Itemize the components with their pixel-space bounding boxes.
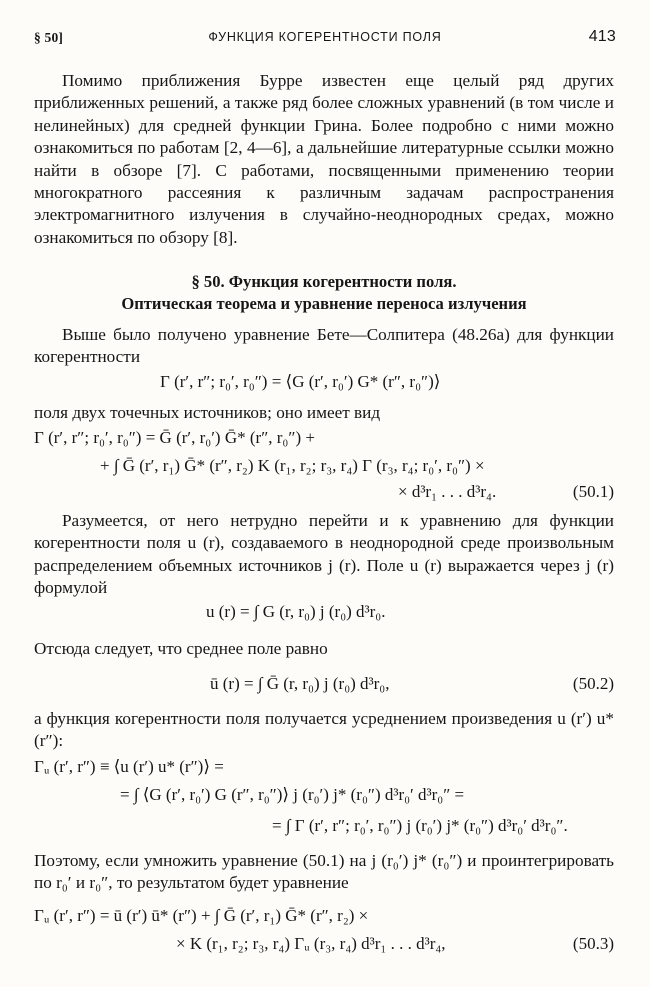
equation-gamma-u-line1: Γᵤ (r′, r″) ≡ ⟨u (r′) u* (r″)⟩ =: [34, 757, 224, 776]
header-page-number: 413: [588, 28, 616, 45]
paragraph-bethe-salpeter: Выше было получено уравнение Бете—Солпитера (48.26а) для функции когерентности: [34, 325, 614, 367]
equation-50-1-line2: + ∫ Ḡ (r′, r₁) Ḡ* (r″, r₂) K (r₁, r₂; r₃, r₄) Γ (r₃, r₄; r₀′, r₀″) ×: [100, 456, 485, 475]
equation-50-3-number: (50.3): [572, 934, 614, 953]
equation-50-3-line2: × K (r₁, r₂; r₃, r₄) Γᵤ (r₃, r₄) d³r₁ . . . d³r₄,: [176, 934, 446, 953]
equation-coherence-def: Γ (r′, r″; r₀′, r₀″) = ⟨G (r′, r₀′) G* (r″, r₀″)⟩: [160, 372, 441, 391]
section-title-line2: Оптическая теорема и уравнение переноса излучения: [121, 294, 527, 313]
header-running-title: ФУНКЦИЯ КОГЕРЕНТНОСТИ ПОЛЯ: [208, 30, 442, 44]
paragraph-intro: Помимо приближения Бурре известен еще целый ряд других приближенных решений, а также ряд более сложных уравнений (в том числе и нелинейных) для средней функции Грина. Более подробно с ними можно ознакомиться по работам [2, 4—6], а дальнейшие литературные ссылки можно найти в обзоре [7]. С работами, посвященными применению теории многократного рассеяния к различным задачам распространения электромагнитного излучения в случайно-неоднородных средах, можно ознакомиться по обзору [8].: [34, 71, 614, 247]
section-title-line1: § 50. Функция когерентности поля.: [191, 272, 457, 291]
equation-50-2-number: (50.2): [572, 674, 614, 693]
equation-50-1-line3: × d³r₁ . . . d³r₄.: [398, 482, 497, 501]
equation-field-u: u (r) = ∫ G (r, r₀) j (r₀) d³r₀.: [206, 602, 386, 621]
paragraph-averaging: а функция когерентности поля получается усреднением произведения u (r′) u* (r″):: [34, 709, 614, 751]
equation-50-1-line1: Γ (r′, r″; r₀′, r₀″) = Ḡ (r′, r₀′) Ḡ* (r″, r₀″) +: [34, 428, 315, 447]
equation-50-2: ū (r) = ∫ Ḡ (r, r₀) j (r₀) d³r₀,: [210, 674, 390, 693]
paragraph-multiply: Поэтому, если умножить уравнение (50.1) на j (r₀′) j* (r₀″) и проинтегрировать по r₀′ и r₀″, то результатом будет уравнение: [34, 851, 614, 893]
equation-50-1-number: (50.1): [572, 482, 614, 501]
running-header: [34, 28, 616, 50]
equation-gamma-u-line2: = ∫ ⟨G (r′, r₀′) G (r″, r₀″)⟩ j (r₀′) j* (r₀″) d³r₀′ d³r₀″ =: [120, 785, 465, 804]
header-section-ref: § 50]: [34, 30, 64, 45]
equation-50-3-line1: Γᵤ (r′, r″) = ū (r′) ū* (r″) + ∫ Ḡ (r′, r₁) Ḡ* (r″, r₂) ×: [34, 906, 369, 925]
paragraph-mean-field: Отсюда следует, что среднее поле равно: [34, 639, 328, 658]
paragraph-two-sources: поля двух точечных источников; оно имеет вид: [34, 403, 381, 422]
equation-gamma-u-line3: = ∫ Γ (r′, r″; r₀′, r₀″) j (r₀′) j* (r₀″) d³r₀′ d³r₀″.: [272, 816, 568, 835]
paragraph-field-coherence: Разумеется, от него нетрудно перейти и к уравнению для функции когерентности поля u (r), создаваемого в неоднородной среде произвольным распределением объемных источников j (r). Поле u (r) выражается через j (r) формулой: [34, 511, 614, 598]
